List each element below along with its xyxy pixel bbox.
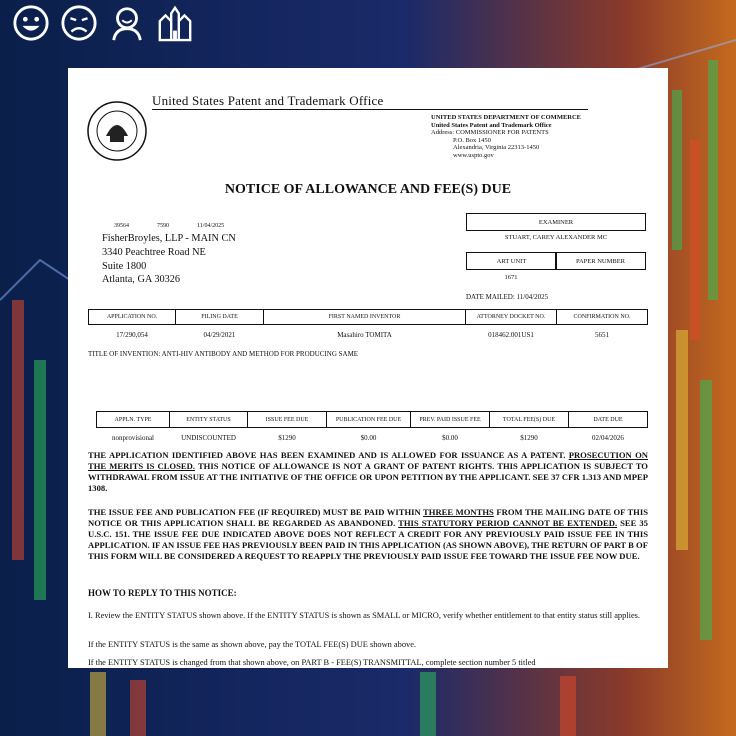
header-rule — [152, 109, 588, 110]
table-value-cell: $0.00 — [442, 434, 458, 442]
table-value-cell: nonprovisional — [112, 434, 154, 442]
art-unit-value: 1671 — [504, 274, 518, 281]
application-value-row — [88, 328, 647, 342]
laughing-face-icon — [12, 4, 50, 42]
paragraph-text: FROM THE MAILING DATE OF THIS NOTICE OR THIS APPLICATION SHALL BE REGARDED AS ABANDONED. — [88, 507, 648, 528]
paragraph-text: THIS NOTICE OF ALLOWANCE IS NOT A GRANT OF PATENT RIGHTS. THIS APPLICATION IS SUBJECT TO WITHDRAWAL FROM ISSUE AT THE INITIATIVE OF THE OFFICE OR UPON PETITION BY THE APPLICANT. SEE 37 CFR 1.313 AND MPEP 1308. — [88, 461, 648, 493]
application-header-row — [88, 309, 647, 325]
fee-deadline-paragraph — [88, 507, 648, 562]
table-value-cell: $1290 — [520, 434, 538, 442]
table-value-cell: 5651 — [595, 331, 609, 339]
table-header-cell: DATE DUE — [568, 411, 648, 428]
church-building-icon — [156, 4, 194, 42]
emoji-bar — [12, 4, 194, 42]
dept-address-block — [431, 114, 581, 160]
paragraph-emphasis: THREE MONTHS — [423, 507, 494, 517]
art-unit-label: ART UNIT — [466, 252, 557, 270]
allowance-paragraph — [88, 450, 648, 494]
instruction-paragraph: If the ENTITY STATUS is the same as shown above, pay the TOTAL FEE(S) DUE shown above. — [88, 640, 417, 649]
table-value-cell: 02/04/2026 — [592, 434, 624, 442]
table-header-cell: APPLN. TYPE — [96, 411, 170, 428]
table-header-cell: CONFIRMATION NO. — [556, 309, 648, 325]
correspondence-codes — [114, 223, 224, 229]
date-mailed: DATE MAILED: 11/04/2025 — [466, 293, 549, 301]
correspondence-address — [102, 232, 236, 287]
table-header-cell: ENTITY STATUS — [169, 411, 248, 428]
notice-document — [68, 68, 668, 668]
address-line: Suite 1800 — [102, 260, 147, 272]
instruction-paragraph: I. Review the ENTITY STATUS shown above. If the ENTITY STATUS is shown as SMALL or MICRO, verify whether entitlement to that entity status still applies. — [88, 611, 641, 620]
dept-line: United States Patent and Trademark Office — [431, 121, 552, 129]
office-header-title: United States Patent and Trademark Office — [152, 93, 384, 108]
table-value-cell: Masahiro TOMITA — [337, 331, 392, 339]
address-line: FisherBroyles, LLP - MAIN CN — [102, 233, 236, 244]
how-to-reply-heading: HOW TO REPLY TO THIS NOTICE: — [88, 588, 237, 598]
table-value-cell: 17/290,054 — [116, 331, 148, 339]
worried-face-icon — [60, 4, 98, 42]
address-line: 3340 Peachtree Road NE — [102, 246, 206, 258]
examiner-name: STUART, CAREY ALEXANDER MC — [504, 234, 608, 241]
address-line: Atlanta, GA 30326 — [102, 274, 181, 286]
paragraph-text: THE APPLICATION IDENTIFIED ABOVE HAS BEEN EXAMINED AND IS ALLOWED FOR ISSUANCE AS A PATENT. — [88, 450, 566, 460]
table-header-cell: FILING DATE — [175, 309, 264, 325]
dept-line: Alexandria, Virginia 22313-1450 — [453, 144, 540, 152]
paragraph-text: THE ISSUE FEE AND PUBLICATION FEE (IF REQUIRED) MUST BE PAID WITHIN — [88, 507, 421, 517]
table-header-cell: TOTAL FEE(S) DUE — [489, 411, 569, 428]
happy-person-icon — [108, 4, 146, 42]
code-value: 11/04/2025 — [197, 223, 225, 229]
uspto-seal-logo — [86, 100, 148, 162]
dept-line: P.O. Box 1450 — [453, 136, 491, 144]
table-header-cell: PUBLICATION FEE DUE — [326, 411, 411, 428]
table-header-cell: PREV. PAID ISSUE FEE — [410, 411, 490, 428]
notice-title: NOTICE OF ALLOWANCE AND FEE(S) DUE — [224, 182, 512, 197]
fee-header-row — [96, 411, 647, 428]
paragraph-emphasis: PROSECUTION ON THE MERITS IS CLOSED. — [88, 450, 648, 471]
paper-number-label: PAPER NUMBER — [555, 252, 646, 270]
table-header-cell: FIRST NAMED INVENTOR — [263, 309, 466, 325]
code-value: 39564 — [114, 223, 129, 229]
table-value-cell: 018462.001US1 — [488, 331, 534, 339]
table-value-cell: $1290 — [278, 434, 296, 442]
table-header-cell: ATTORNEY DOCKET NO. — [465, 309, 557, 325]
table-header-cell: APPLICATION NO. — [88, 309, 176, 325]
fee-value-row — [96, 431, 647, 445]
table-value-cell: 04/29/2021 — [203, 331, 236, 339]
table-header-cell: ISSUE FEE DUE — [247, 411, 327, 428]
paragraph-emphasis: THIS STATUTORY PERIOD CANNOT BE EXTENDED. — [398, 518, 618, 528]
table-value-cell: UNDISCOUNTED — [181, 434, 236, 442]
dept-line: UNITED STATES DEPARTMENT OF COMMERCE — [431, 114, 582, 121]
table-value-cell: $0.00 — [360, 434, 377, 442]
examiner-label: EXAMINER — [466, 213, 646, 231]
title-of-invention: TITLE OF INVENTION: ANTI-HIV ANTIBODY AND METHOD FOR PRODUCING SAME — [88, 350, 359, 358]
dept-line: Address: COMMISSIONER FOR PATENTS — [431, 129, 549, 137]
instruction-paragraph: If the ENTITY STATUS is changed from that shown above, on PART B - FEE(S) TRANSMITTAL, complete section number 5 titled — [88, 658, 536, 667]
dept-line: www.uspto.gov — [453, 151, 494, 159]
paragraph-text: SEE 35 U.S.C. 151. THE ISSUE FEE DUE INDICATED ABOVE DOES NOT REFLECT A CREDIT FOR ANY PREVIOUSLY PAID ISSUE FEE IN THIS APPLICATION. IF AN ISSUE FEE HAS PREVIOUSLY BEEN PAID IN THIS APPLICATION (AS SHOWN ABOVE), THE RETURN OF PART B OF THIS FORM WILL BE CONSIDERED A REQUEST TO REAPPLY THE PREVIOUSLY PAID ISSUE FEE TOWARD THE ISSUE FEE NOW DUE. — [88, 518, 648, 561]
code-value: 7590 — [157, 223, 169, 229]
